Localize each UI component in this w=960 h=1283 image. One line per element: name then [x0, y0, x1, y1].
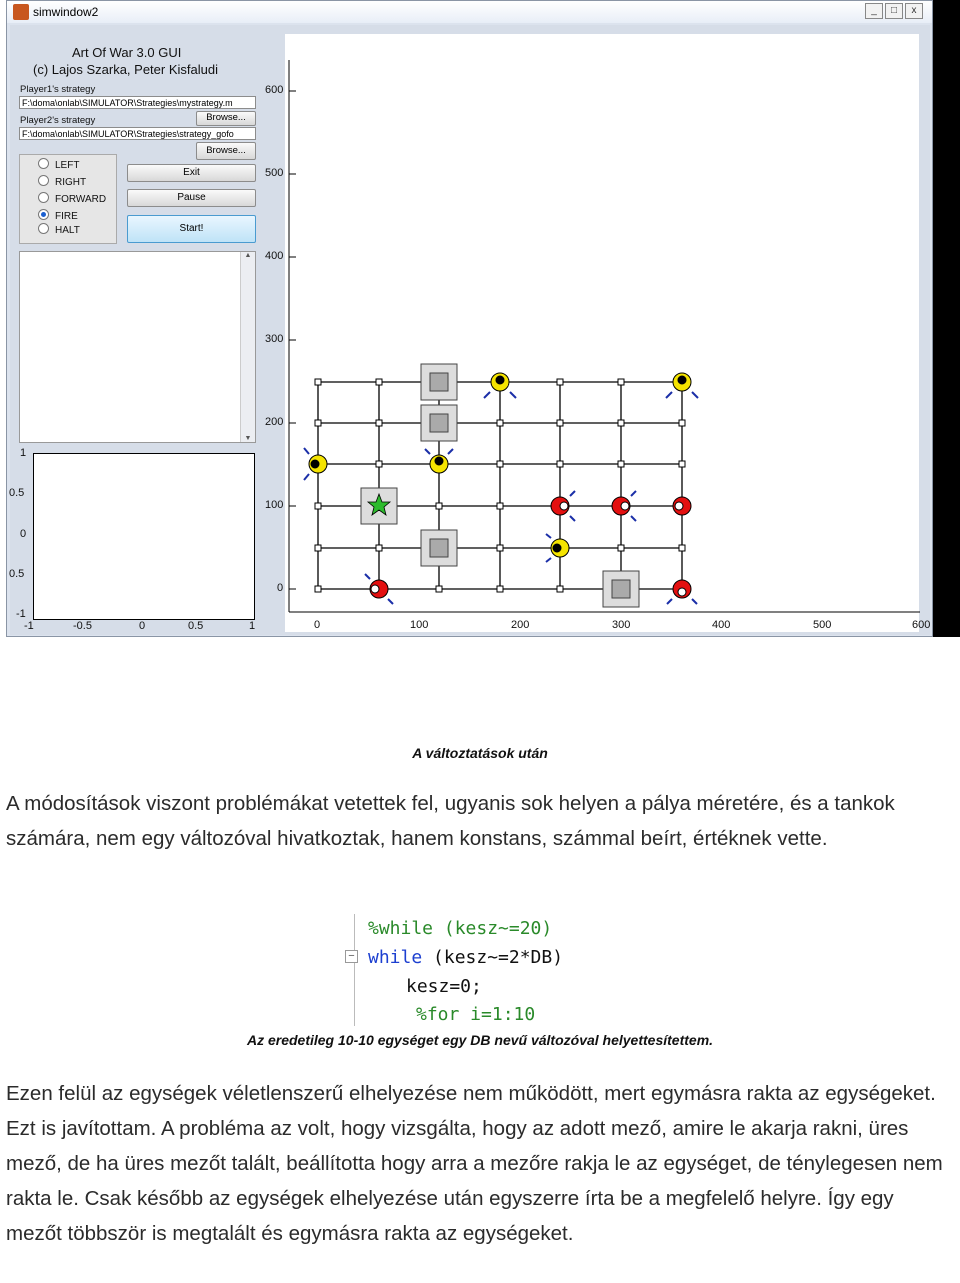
main-x-tick: 0 — [314, 619, 321, 631]
code-caption: Az eredetileg 10-10 egységet egy DB nevű változóval helyettesítettem. — [246, 1032, 714, 1048]
code-line-3: kesz=0; — [406, 976, 482, 997]
code-expression: (kesz~=2*DB) — [422, 947, 564, 968]
radio-label: HALT — [55, 225, 80, 236]
small-y-tick: -1 — [16, 608, 26, 620]
radio-label: RIGHT — [55, 177, 87, 188]
main-y-tick: 500 — [265, 167, 284, 179]
pause-button[interactable]: Pause — [127, 189, 256, 207]
code-line-1: %while (kesz~=20) — [368, 918, 553, 939]
code-snippet — [340, 914, 650, 1026]
main-x-tick: 100 — [410, 619, 429, 631]
main-x-tick: 200 — [511, 619, 530, 631]
main-y-tick: 200 — [265, 416, 284, 428]
red-tank — [667, 580, 697, 604]
maximize-button[interactable]: □ — [885, 3, 903, 19]
fold-toggle-icon[interactable]: − — [345, 950, 358, 963]
main-y-tick: 400 — [265, 250, 284, 262]
main-y-tick: 100 — [265, 499, 284, 511]
base-star-block — [361, 488, 397, 524]
app-title: Art Of War 3.0 GUI — [72, 45, 182, 60]
code-line-2 — [368, 947, 563, 968]
main-x-tick: 300 — [612, 619, 631, 631]
radio-label: FIRE — [55, 211, 78, 222]
obstacle-block — [603, 571, 639, 607]
obstacle-block — [421, 364, 457, 400]
radio-label: FORWARD — [55, 194, 107, 205]
player2-label: Player2's strategy — [20, 115, 96, 126]
small-y-tick: 1 — [20, 447, 27, 459]
code-keyword: while — [368, 947, 423, 968]
small-x-tick: 0.5 — [188, 620, 204, 632]
browse-player2-button[interactable]: Browse... — [196, 142, 256, 160]
obstacle-block — [421, 530, 457, 566]
app-authors: (c) Lajos Szarka, Peter Kisfaludi — [33, 62, 218, 77]
board-grid — [318, 382, 682, 589]
window-title: simwindow2 — [33, 5, 99, 19]
code-gutter-line — [354, 914, 355, 1026]
close-button[interactable]: x — [905, 3, 923, 19]
small-y-tick: 0 — [20, 528, 27, 540]
main-y-tick: 600 — [265, 84, 284, 96]
player1-path-field[interactable]: F:\doma\onlab\SIMULATOR\Strategies\mystrategy.m — [19, 96, 256, 109]
battlefield-plot — [0, 0, 960, 637]
paragraph-2: Ezen felül az egységek véletlenszerű elhelyezése nem működött, mert egymásra rakta az egységeket. Ezt is javítottam. A probléma az volt, hogy vizsgálta, hogy az adott mező, amire le akarja rakni, üres mező, de ha üres mezőt talált, beállította hogy arra a mezőre rakja le az egységet, de ténylegesen nem rakta le. Csak később az egységek elhelyezése után egyszerre írta be a megfelelő helyre. Így egy mezőt többször is megtalált és egymásra rakta az egységeket. — [6, 1082, 943, 1245]
scroll-down-icon[interactable]: ▼ — [244, 435, 252, 442]
small-x-tick: -1 — [24, 620, 34, 632]
code-line-4: %for i=1:10 — [416, 1004, 536, 1025]
yellow-tank — [304, 448, 327, 480]
y-axis-ticks — [289, 91, 296, 589]
player2-path-field[interactable]: F:\doma\onlab\SIMULATOR\Strategies\strategy_gofo — [19, 127, 256, 140]
exit-button[interactable]: Exit — [127, 164, 256, 182]
browse-player1-button[interactable]: Browse... — [196, 111, 256, 126]
main-x-tick: 500 — [813, 619, 832, 631]
minimize-button[interactable]: _ — [865, 3, 883, 19]
radio-label: LEFT — [55, 160, 80, 171]
small-y-tick: 0.5 — [9, 568, 25, 580]
small-x-tick: 0 — [139, 620, 146, 632]
figure-caption: A változtatások után — [412, 745, 548, 761]
main-y-tick: 0 — [277, 582, 284, 594]
scroll-up-icon[interactable]: ▲ — [244, 252, 252, 259]
paragraph-1: A módosítások viszont problémákat vetettek fel, ugyanis sok helyen a pálya méretére, és a tankok számára, nem egy változóval hivatkoztak, hanem konstans, számmal beírt, értéknek vette. — [6, 792, 895, 850]
small-y-tick: 0.5 — [9, 487, 25, 499]
start-button[interactable]: Start! — [127, 215, 256, 243]
main-y-tick: 300 — [265, 333, 284, 345]
main-x-tick: 400 — [712, 619, 731, 631]
small-x-tick: 1 — [249, 620, 256, 632]
obstacle-block — [421, 405, 457, 441]
red-tank — [673, 497, 691, 515]
small-x-tick: -0.5 — [73, 620, 92, 632]
main-x-tick: 600 — [912, 619, 931, 631]
player1-label: Player1's strategy — [20, 84, 96, 95]
